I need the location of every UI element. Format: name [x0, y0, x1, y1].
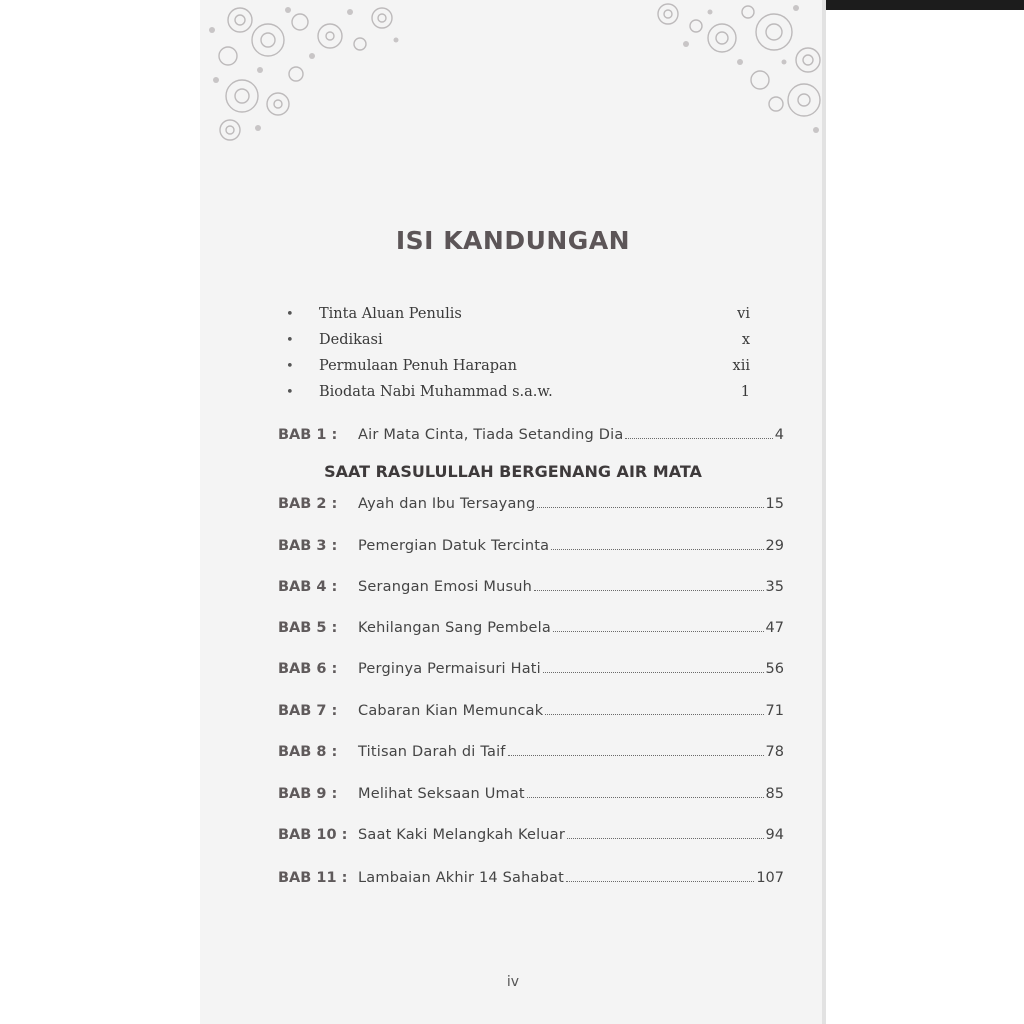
- toc-row: [278, 786, 784, 808]
- chapter-number: BAB 1 :: [278, 427, 338, 443]
- prelim-page: xii: [732, 358, 750, 374]
- toc-row: [278, 703, 784, 725]
- chapter-number: BAB 6 :: [278, 661, 338, 677]
- chapter-number: BAB 3 :: [278, 538, 338, 554]
- chapter-number: BAB 4 :: [278, 579, 338, 595]
- dot-leader: [553, 630, 764, 632]
- chapter-page: 85: [765, 786, 784, 802]
- dot-leader: [567, 837, 764, 839]
- dot-leader: [537, 506, 763, 508]
- toc-row: [278, 827, 784, 849]
- chapter-title: Pemergian Datuk Tercinta: [358, 538, 550, 554]
- chapter-title: Melihat Seksaan Umat: [358, 786, 525, 802]
- list-item: [284, 358, 750, 382]
- toc-row: [278, 870, 784, 892]
- section-heading: SAAT RASULULLAH BERGENANG AIR MATA: [324, 462, 702, 481]
- chapter-number: BAB 9 :: [278, 786, 338, 802]
- toc-row: [278, 620, 784, 642]
- chapter-title: Air Mata Cinta, Tiada Setanding Dia: [358, 427, 624, 443]
- chapter-page: 47: [765, 620, 784, 636]
- chapter-title: Ayah dan Ibu Tersayang: [358, 496, 536, 512]
- dot-leader: [543, 671, 764, 673]
- chapter-page: 29: [765, 538, 784, 554]
- prelim-label: Permulaan Penuh Harapan: [319, 358, 518, 374]
- prelim-label: Tinta Aluan Penulis: [319, 306, 462, 322]
- prelim-page: x: [741, 332, 750, 348]
- chapter-page: 78: [765, 744, 784, 760]
- dot-leader: [625, 437, 772, 439]
- bullet-icon: •: [286, 333, 294, 348]
- chapter-title: Saat Kaki Melangkah Keluar: [358, 827, 565, 843]
- floral-ornament-left-icon: [200, 0, 410, 150]
- dot-leader: [508, 754, 764, 756]
- chapter-number: BAB 2 :: [278, 496, 338, 512]
- chapter-page: 15: [765, 496, 784, 512]
- chapter-page: 4: [774, 427, 784, 443]
- bullet-icon: •: [286, 307, 294, 322]
- prelim-label: Biodata Nabi Muhammad s.a.w.: [319, 384, 553, 400]
- chapter-page: 35: [765, 579, 784, 595]
- toc-row: [278, 579, 784, 601]
- chapter-title: Titisan Darah di Taif: [358, 744, 506, 760]
- list-item: [284, 332, 750, 356]
- book-page: [200, 0, 826, 1024]
- chapter-page: 56: [765, 661, 784, 677]
- dot-leader: [527, 796, 764, 798]
- chapter-title: Perginya Permaisuri Hati: [358, 661, 541, 677]
- chapter-title: Lambaian Akhir 14 Sahabat: [358, 870, 564, 886]
- chapter-page: 94: [765, 827, 784, 843]
- chapter-number: BAB 10 :: [278, 827, 348, 843]
- chapter-page: 71: [765, 703, 784, 719]
- toc-row-chapter-1: [278, 427, 784, 449]
- dot-leader: [534, 589, 764, 591]
- bullet-icon: •: [286, 385, 294, 400]
- toc-row: [278, 661, 784, 683]
- chapter-page: 107: [756, 870, 784, 886]
- chapter-number: BAB 7 :: [278, 703, 338, 719]
- chapter-title: Serangan Emosi Musuh: [358, 579, 533, 595]
- dot-leader: [551, 548, 763, 550]
- prelim-page: 1: [740, 384, 750, 400]
- page-edge: [822, 0, 826, 1024]
- list-item: [284, 384, 750, 408]
- background-edge: [810, 0, 1024, 10]
- chapter-number: BAB 8 :: [278, 744, 338, 760]
- page-title: ISI KANDUNGAN: [395, 226, 631, 255]
- floral-ornament-right-icon: [656, 0, 826, 150]
- toc-row: [278, 538, 784, 560]
- list-item: [284, 306, 750, 330]
- dot-leader: [545, 713, 763, 715]
- chapter-title: Kehilangan Sang Pembela: [358, 620, 551, 636]
- chapter-number: BAB 5 :: [278, 620, 338, 636]
- prelim-label: Dedikasi: [319, 332, 383, 348]
- chapter-title: Cabaran Kian Memuncak: [358, 703, 544, 719]
- chapter-number: BAB 11 :: [278, 870, 348, 886]
- bullet-icon: •: [286, 359, 294, 374]
- prelim-page: vi: [737, 306, 750, 322]
- page-number: iv: [506, 974, 520, 990]
- toc-row: [278, 496, 784, 518]
- dot-leader: [566, 880, 754, 882]
- toc-row: [278, 744, 784, 766]
